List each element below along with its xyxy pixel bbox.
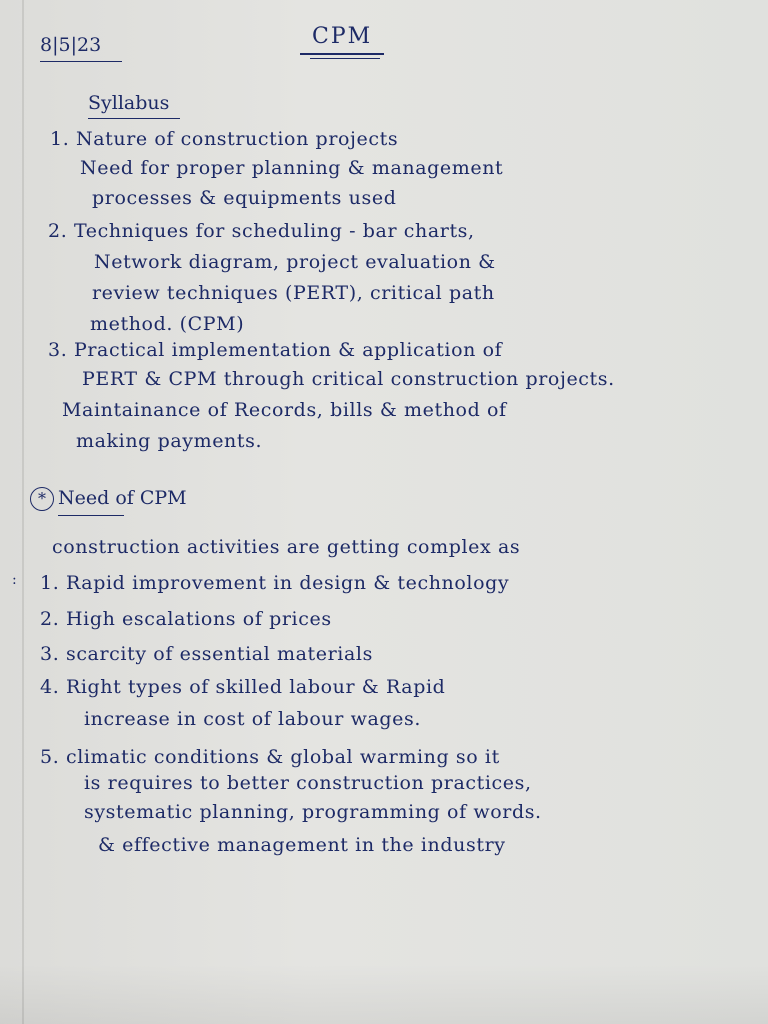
need-line: 4. Right types of skilled labour & Rapid (40, 676, 446, 698)
syllabus-line: 2. Techniques for scheduling - bar charts, (48, 220, 475, 242)
need-line: 3. scarcity of essential materials (40, 643, 373, 665)
syllabus-line: 1. Nature of construction projects (50, 128, 399, 150)
syllabus-line: processes & equipments used (92, 187, 397, 209)
title-underline (300, 53, 384, 55)
need-line: 1. Rapid improvement in design & technology (40, 572, 510, 594)
syllabus-line: Need for proper planning & management (80, 157, 504, 179)
need-line: increase in cost of labour wages. (84, 708, 421, 730)
margin-mark: : (12, 572, 17, 588)
need-line: construction activities are getting complex as (52, 536, 521, 558)
syllabus-line: review techniques (PERT), critical path (92, 282, 495, 304)
star-icon: * (30, 487, 54, 511)
need-line: is requires to better construction practices, (84, 772, 532, 794)
syllabus-line: Maintainance of Records, bills & method of (62, 399, 507, 421)
syllabus-line: method. (CPM) (90, 313, 245, 335)
need-heading-underline (58, 515, 124, 516)
syllabus-line: PERT & CPM through critical construction projects. (82, 368, 615, 390)
syllabus-line: Network diagram, project evaluation & (94, 251, 496, 273)
need-line: 2. High escalations of prices (40, 608, 332, 630)
syllabus-line: 3. Practical implementation & application of (48, 339, 503, 361)
margin-line (22, 0, 24, 1024)
need-line: systematic planning, programming of words. (84, 801, 542, 823)
page-shadow (0, 964, 768, 1024)
need-line: & effective management in the industry (98, 834, 506, 856)
date: 8|5|23 (40, 34, 102, 56)
page-title: CPM (312, 24, 373, 49)
need-heading (30, 487, 187, 511)
need-line: 5. climatic conditions & global warming so it (40, 746, 500, 768)
syllabus-underline (88, 118, 180, 119)
date-underline (40, 61, 122, 62)
syllabus-heading: Syllabus (88, 92, 170, 114)
title-underline-second (310, 58, 380, 59)
need-heading-text: Need of CPM (58, 487, 187, 509)
syllabus-line: making payments. (76, 430, 263, 452)
